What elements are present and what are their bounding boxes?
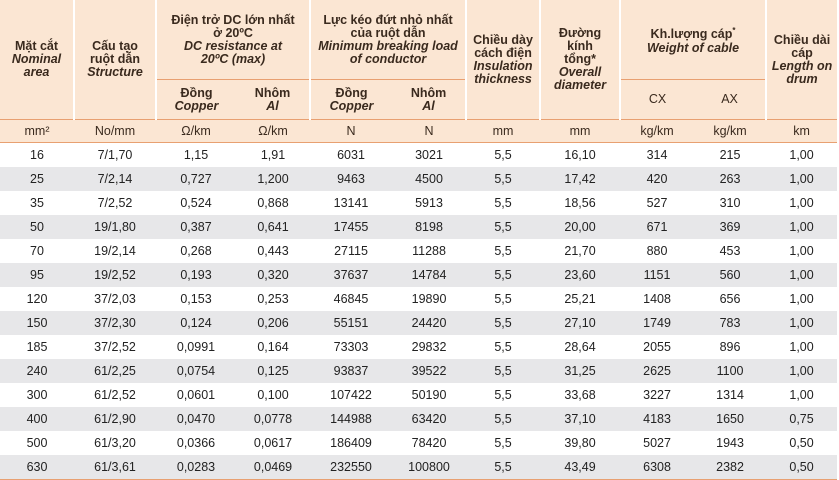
table-row [0, 335, 837, 359]
header-insulation [466, 0, 540, 120]
table-cell: 0,193 [156, 263, 236, 287]
table-cell: 43,49 [540, 455, 620, 480]
table-cell: 61/2,52 [94, 388, 136, 402]
table-cell: 5,5 [494, 244, 512, 258]
table-cell: 1,00 [766, 359, 837, 383]
header-structure-vi2: ruột dẫn [90, 52, 140, 66]
units-row [0, 120, 837, 143]
table-cell: 5,5 [466, 167, 540, 191]
table-cell: 6031 [337, 148, 365, 162]
table-cell: 1,00 [789, 292, 814, 306]
table-cell: 1,00 [766, 311, 837, 335]
table-cell: 11288 [412, 244, 446, 258]
table-cell: 1314 [716, 388, 744, 402]
table-cell: 453 [719, 244, 741, 258]
table-cell: 5,5 [466, 311, 540, 335]
table-cell: 0,0470 [156, 407, 236, 431]
table-cell: 13141 [333, 196, 369, 210]
table-cell: 107422 [330, 388, 372, 402]
table-row [0, 359, 837, 383]
table-cell: 0,387 [156, 215, 236, 239]
unit-cell: kg/km [694, 120, 766, 143]
table-cell: 0,253 [257, 292, 289, 306]
table-cell: 0,0991 [176, 340, 216, 354]
table-cell: 95 [0, 263, 74, 287]
table-cell: 31,25 [540, 359, 620, 383]
table-cell: 300 [26, 388, 48, 402]
table-cell: 0,75 [766, 407, 837, 431]
header-insulation-en2: thickness [474, 71, 532, 86]
unit-cell: km [766, 120, 837, 143]
header-resistance [156, 0, 310, 80]
table-cell: 5,5 [466, 263, 540, 287]
table-row [0, 143, 837, 168]
unit-cell: No/mm [74, 120, 156, 143]
table-cell: 1,00 [789, 388, 814, 402]
table-cell: 2625 [620, 359, 694, 383]
table-cell: 0,100 [257, 388, 289, 402]
table-cell: 0,641 [236, 215, 310, 239]
header-diameter-en2: diameter [553, 78, 607, 92]
table-cell: 0,0617 [253, 436, 293, 450]
table-cell: 144988 [310, 407, 392, 431]
table-cell: 0,0778 [236, 407, 310, 431]
header-weight-vi: Kh.lượng cáp [650, 27, 733, 42]
table-row [0, 167, 837, 191]
table-cell: 9463 [310, 167, 392, 191]
sub-copper-vi-2: Đồng [335, 85, 368, 100]
table-cell: 783 [694, 311, 766, 335]
table-cell: 880 [646, 244, 668, 258]
table-cell: 1650 [694, 407, 766, 431]
table-row [0, 431, 837, 455]
table-cell: 17,42 [540, 167, 620, 191]
header-diameter-en1: Overall [558, 65, 602, 79]
table-cell: 671 [620, 215, 694, 239]
table-cell: 3021 [415, 148, 443, 162]
table-cell: 0,164 [257, 340, 289, 354]
table-cell: 29832 [411, 340, 447, 354]
header-length-vi1: Chiều dài [773, 32, 831, 47]
table-cell: 37/2,52 [94, 340, 136, 354]
header-length-vi2: cáp [791, 45, 813, 60]
header-row [0, 0, 837, 80]
table-cell: 19/2,52 [74, 263, 156, 287]
table-cell: 35 [30, 196, 44, 210]
table-cell: 240 [0, 359, 74, 383]
table-cell: 5,5 [466, 407, 540, 431]
table-cell: 420 [620, 167, 694, 191]
table-cell: 0,868 [257, 196, 289, 210]
table-cell: 23,60 [540, 263, 620, 287]
table-cell: 3227 [643, 388, 671, 402]
sub-al-en-2: Al [422, 98, 435, 113]
table-cell: 55151 [310, 311, 392, 335]
table-cell: 1,15 [183, 148, 209, 162]
table-cell: 630 [0, 455, 74, 480]
table-cell: 400 [0, 407, 74, 431]
header-resistance-en1: DC resistance at [184, 38, 282, 53]
subheader-breaking-copper [310, 80, 392, 120]
table-cell: 0,125 [236, 359, 310, 383]
header-structure [74, 0, 156, 120]
table-cell: 33,68 [564, 388, 596, 402]
table-cell: 16,10 [564, 148, 596, 162]
table-cell: 37637 [310, 263, 392, 287]
header-weight-star: * [732, 26, 736, 36]
unit-cell: mm [540, 120, 620, 143]
table-cell: 100800 [392, 455, 466, 480]
table-row [0, 407, 837, 431]
table-cell: 37/2,03 [94, 292, 136, 306]
table-cell: 5,5 [494, 196, 512, 210]
table-cell: 1,200 [236, 167, 310, 191]
table-cell: 0,153 [180, 292, 212, 306]
table-cell: 500 [26, 436, 48, 450]
header-diameter [540, 0, 620, 120]
header-breaking-vi1: Lực kéo đứt nhỏ nhất [323, 12, 453, 27]
table-cell: 1,00 [789, 340, 814, 354]
table-cell: 1,00 [789, 148, 814, 162]
table-cell: 0,0283 [156, 455, 236, 480]
table-cell: 314 [646, 148, 668, 162]
header-breaking-en1: Minimum breaking load [318, 38, 458, 53]
table-cell: 46845 [333, 292, 369, 306]
header-length-en2: drum [786, 71, 818, 86]
table-cell: 560 [694, 263, 766, 287]
header-area-en2: area [23, 65, 50, 79]
table-cell: 0,320 [236, 263, 310, 287]
table-cell: 73303 [333, 340, 369, 354]
table-cell: 1408 [643, 292, 671, 306]
table-cell: 7/2,14 [74, 167, 156, 191]
unit-cell: Ω/km [156, 120, 236, 143]
table-cell: 1100 [694, 359, 766, 383]
table-cell: 0,268 [180, 244, 212, 258]
subheader-resistance-al [236, 80, 310, 120]
table-cell: 232550 [310, 455, 392, 480]
table-cell: 0,0754 [156, 359, 236, 383]
table-row [0, 311, 837, 335]
header-weight-vi-line [621, 24, 765, 41]
header-length [766, 0, 837, 120]
table-cell: 5,5 [466, 215, 540, 239]
table-cell: 527 [646, 196, 668, 210]
table-cell: 1,00 [766, 167, 837, 191]
header-area-en1: Nominal [11, 52, 62, 66]
header-breaking-vi2: của ruột dẫn [350, 25, 426, 40]
table-cell: 5,5 [494, 148, 512, 162]
table-cell: 27,10 [540, 311, 620, 335]
table-cell: 186409 [330, 436, 372, 450]
table-cell: 61/3,61 [74, 455, 156, 480]
header-weight [620, 0, 766, 80]
sub-al-vi-2: Nhôm [410, 85, 447, 100]
table-row [0, 383, 837, 407]
table-cell: 27115 [334, 244, 368, 258]
header-resistance-vi2: ở 20ºC [213, 25, 253, 40]
table-cell: 5,5 [494, 340, 512, 354]
table-row [0, 287, 837, 311]
table-cell: 185 [26, 340, 48, 354]
table-cell: 61/2,90 [74, 407, 156, 431]
table-cell: 5,5 [466, 359, 540, 383]
table-cell: 1151 [620, 263, 694, 287]
table-cell: 93837 [310, 359, 392, 383]
header-length-en1: Length on [771, 58, 833, 73]
unit-cell: N [392, 120, 466, 143]
sub-copper-en-1: Copper [174, 98, 219, 113]
header-structure-en: Structure [87, 65, 143, 79]
table-cell: 4183 [620, 407, 694, 431]
header-diameter-vi3: tổng* [564, 52, 596, 66]
table-cell: 0,0469 [236, 455, 310, 480]
table-cell: 21,70 [564, 244, 596, 258]
sub-copper-vi-1: Đồng [180, 85, 213, 100]
header-insulation-en1: Insulation [473, 58, 533, 73]
table-cell: 0,524 [180, 196, 212, 210]
header-diameter-vi2: kính [567, 39, 593, 53]
table-cell: 0,727 [156, 167, 236, 191]
table-cell: 896 [719, 340, 741, 354]
table-cell: 150 [0, 311, 74, 335]
header-resistance-en2: 20ºC (max) [200, 51, 266, 66]
subheader-weight-ax: AX [694, 80, 766, 120]
table-cell: 7/2,52 [97, 196, 133, 210]
table-cell: 19/1,80 [74, 215, 156, 239]
table-row [0, 191, 837, 215]
table-row [0, 239, 837, 263]
table-cell: 25 [0, 167, 74, 191]
table-cell: 16 [30, 148, 44, 162]
unit-cell: mm [466, 120, 540, 143]
header-area [0, 0, 74, 120]
table-cell: 1,91 [260, 148, 286, 162]
table-cell: 5913 [415, 196, 443, 210]
table-cell: 50 [0, 215, 74, 239]
table-cell: 20,00 [540, 215, 620, 239]
subheader-resistance-copper [156, 80, 236, 120]
table-row [0, 263, 837, 287]
table-cell: 19890 [411, 292, 447, 306]
unit-cell: mm² [0, 120, 74, 143]
table-cell: 0,50 [789, 436, 814, 450]
table-row [0, 215, 837, 239]
header-insulation-vi1: Chiều dày [473, 32, 533, 47]
table-cell: 0,443 [257, 244, 289, 258]
table-cell: 5,5 [494, 292, 512, 306]
header-structure-vi1: Cấu tạo [92, 39, 138, 53]
table-cell: 0,0366 [176, 436, 216, 450]
table-cell: 61/3,20 [94, 436, 136, 450]
table-cell: 0,50 [766, 455, 837, 480]
table-cell: 1,00 [789, 196, 814, 210]
table-cell: 19/2,14 [94, 244, 136, 258]
table-cell: 5,5 [466, 455, 540, 480]
table-cell: 1749 [620, 311, 694, 335]
table-cell: 120 [26, 292, 48, 306]
table-cell: 8198 [392, 215, 466, 239]
header-insulation-vi2: cách điện [474, 45, 532, 60]
table-cell: 5027 [643, 436, 671, 450]
sub-copper-en-2: Copper [329, 98, 374, 113]
table-cell: 63420 [392, 407, 466, 431]
table-cell: 7/1,70 [97, 148, 133, 162]
header-breaking-en2: of conductor [349, 51, 427, 66]
sub-al-vi-1: Nhôm [254, 85, 291, 100]
table-cell: 61/2,25 [74, 359, 156, 383]
table-cell: 6308 [620, 455, 694, 480]
table-cell: 24420 [392, 311, 466, 335]
table-cell: 18,56 [564, 196, 596, 210]
table-cell: 656 [719, 292, 741, 306]
table-cell: 37,10 [540, 407, 620, 431]
unit-cell: kg/km [620, 120, 694, 143]
table-cell: 14784 [392, 263, 466, 287]
header-diameter-vi1: Đường [558, 26, 602, 40]
table-cell: 0,0601 [176, 388, 216, 402]
table-cell: 39,80 [564, 436, 596, 450]
table-cell: 2382 [694, 455, 766, 480]
sub-al-en-1: Al [266, 98, 279, 113]
table-cell: 310 [719, 196, 741, 210]
table-cell: 78420 [411, 436, 447, 450]
table-cell: 17455 [310, 215, 392, 239]
table-cell: 1,00 [766, 263, 837, 287]
table-cell: 0,124 [156, 311, 236, 335]
table-cell: 50190 [411, 388, 447, 402]
table-cell: 70 [30, 244, 44, 258]
table-cell: 215 [719, 148, 741, 162]
table-cell: 39522 [392, 359, 466, 383]
table-cell: 5,5 [494, 436, 512, 450]
table-cell: 369 [694, 215, 766, 239]
table-cell: 0,206 [236, 311, 310, 335]
table-body [0, 120, 837, 480]
table-cell: 4500 [392, 167, 466, 191]
header-area-vi: Mặt cắt [14, 39, 59, 53]
header-breaking-load [310, 0, 466, 80]
table-cell: 5,5 [494, 388, 512, 402]
table-cell: 1,00 [766, 215, 837, 239]
table-cell: 28,64 [564, 340, 596, 354]
table-cell: 1943 [716, 436, 744, 450]
table-cell: 25,21 [564, 292, 596, 306]
table-cell: 2055 [643, 340, 671, 354]
table-cell: 37/2,30 [74, 311, 156, 335]
table-cell: 1,00 [789, 244, 814, 258]
table-cell: 263 [694, 167, 766, 191]
header-resistance-vi1: Điện trở DC lớn nhất [171, 12, 295, 27]
unit-cell: Ω/km [236, 120, 310, 143]
subheader-weight-cx: CX [620, 80, 694, 120]
unit-cell: N [310, 120, 392, 143]
subheader-breaking-al [392, 80, 466, 120]
header-weight-en: Weight of cable [646, 40, 740, 55]
